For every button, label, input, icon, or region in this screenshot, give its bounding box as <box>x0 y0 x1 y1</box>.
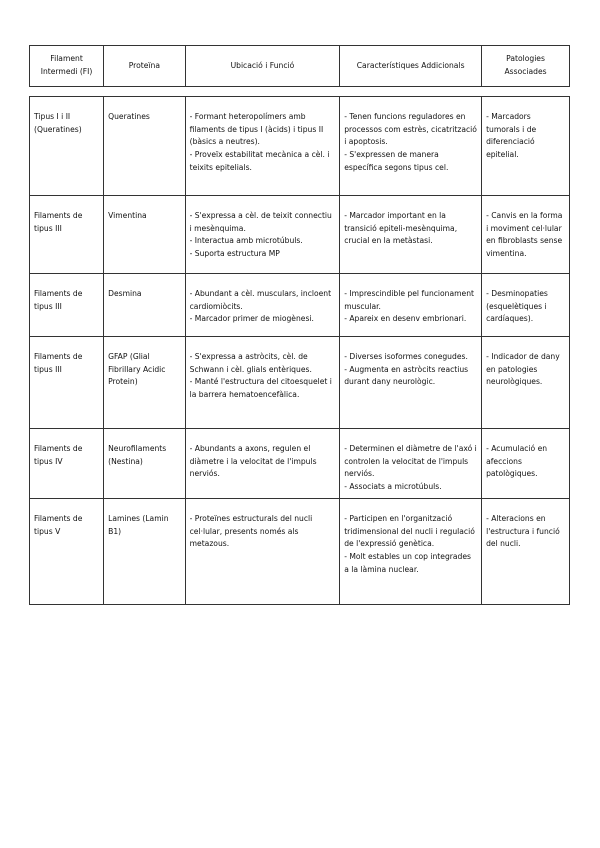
cell-features-line: - Participen en l'organització tridimensional del nucli i regulació de l'expressió genètica. <box>344 513 478 549</box>
cell-filament: Filaments de tipus III <box>30 274 104 337</box>
cell-protein: Desmina <box>104 274 186 337</box>
table-row <box>30 429 570 499</box>
cell-pathology <box>482 274 570 337</box>
cell-features-line: - Associats a microtúbuls. <box>344 482 442 492</box>
cell-features-line: - Molt estables un cop integrades a la làmina nuclear. <box>344 551 474 574</box>
cell-function-line: - Proveïx estabilitat mecànica a cèl. i teixits epitelials. <box>189 150 332 172</box>
cell-pathology-line: - Indicador de dany en patologies neurològiques. <box>486 352 563 387</box>
cell-function-line: - S'expressa a astròcits, cèl. de Schwann i cèl. glials entèriques. <box>189 352 312 374</box>
table-row <box>30 196 570 274</box>
cell-function-line: - Interactua amb microtúbuls. <box>189 236 303 246</box>
cell-features-line: - Determinen el diàmetre de l'axó i controlen la velocitat de l'impuls nerviós. <box>344 444 480 479</box>
table-row <box>30 274 570 337</box>
cell-function-line: - Marcador primer de miogènesi. <box>189 314 314 324</box>
cell-features <box>340 337 482 429</box>
header-pathology: Patologies Associades <box>482 46 570 87</box>
cell-filament: Filaments de tipus V <box>30 498 104 604</box>
header-filament: Filament Intermedi (FI) <box>30 46 104 87</box>
cell-function <box>185 196 340 274</box>
filaments-table <box>29 96 570 605</box>
cell-function-line: - Manté l'estructura del citoesquelet i la barrera hematoencefàlica. <box>189 377 335 400</box>
cell-function-line: - S'expressa a cèl. de teixit connectiu i mesènquima. <box>189 211 335 233</box>
cell-features <box>340 498 482 604</box>
cell-filament: Filaments de tipus III <box>30 196 104 274</box>
cell-features <box>340 97 482 196</box>
cell-function-line: - Abundant a cèl. musculars, incloent cardiomiòcits. <box>189 289 334 311</box>
cell-protein: Vimentina <box>104 196 186 274</box>
cell-features <box>340 196 482 274</box>
header-features: Característiques Addicionals <box>340 46 482 87</box>
cell-features-line: - Marcador important en la transició epiteli-mesènquima, crucial en la metàstasi. <box>344 211 460 246</box>
cell-pathology <box>482 337 570 429</box>
cell-features-line: - S'expressen de manera específica segons tipus cel. <box>344 150 449 172</box>
cell-pathology-line: - Marcadors tumorals i de diferenciació epitelial. <box>486 112 539 160</box>
cell-function-line: - Abundants a axons, regulen el diàmetre i la velocitat de l'impuls nerviós. <box>189 444 319 479</box>
table-row <box>30 337 570 429</box>
cell-function-line: - Formant heteropolímers amb filaments de tipus I (àcids) i tipus II (bàsics a neutres). <box>189 112 326 147</box>
header-row <box>30 46 570 87</box>
cell-pathology-line: - Canvis en la forma i moviment cel·lular en fibroblasts sense vimentina. <box>486 211 565 259</box>
table-row <box>30 498 570 604</box>
cell-features-line: - Augmenta en astròcits reactius durant dany neurològic. <box>344 364 471 387</box>
cell-protein: GFAP (Glial Fibrillary Acidic Protein) <box>104 337 186 429</box>
header-function: Ubicació i Funció <box>185 46 340 87</box>
cell-pathology <box>482 196 570 274</box>
cell-features-line: - Diverses isoformes conegudes. <box>344 352 468 361</box>
cell-protein: Queratines <box>104 97 186 196</box>
table-row <box>30 97 570 196</box>
cell-features-line: - Tenen funcions reguladores en processos com estrès, cicatrització i apoptosis. <box>344 112 480 147</box>
cell-function <box>185 337 340 429</box>
cell-protein: Neurofilaments (Nestina) <box>104 429 186 499</box>
cell-function-line: - Suporta estructura MP <box>189 249 280 259</box>
cell-function <box>185 498 340 604</box>
cell-filament: Tipus I i II (Queratines) <box>30 97 104 196</box>
cell-filament: Filaments de tipus IV <box>30 429 104 499</box>
cell-function <box>185 274 340 337</box>
cell-features-line: - Apareix en desenv embrionari. <box>344 314 467 324</box>
cell-features <box>340 274 482 337</box>
cell-features <box>340 429 482 499</box>
cell-pathology <box>482 498 570 604</box>
cell-pathology <box>482 429 570 499</box>
cell-function <box>185 429 340 499</box>
cell-pathology-line: - Desminopaties (esquelètiques i cardíaques). <box>486 289 551 324</box>
cell-protein: Lamines (Lamin B1) <box>104 498 186 604</box>
header-table <box>29 45 570 87</box>
cell-function <box>185 97 340 196</box>
cell-pathology <box>482 97 570 196</box>
cell-filament: Filaments de tipus III <box>30 337 104 429</box>
cell-pathology-line: - Alteracions en l'estructura i funció del nucli. <box>486 513 563 549</box>
cell-function-line: - Proteïnes estructurals del nucli cel·lular, presents només als metazous. <box>189 513 315 549</box>
cell-features-line: - Imprescindible pel funcionament muscular. <box>344 289 477 311</box>
header-protein: Proteïna <box>104 46 186 87</box>
cell-pathology-line: - Acumulació en afeccions patològiques. <box>486 444 550 479</box>
